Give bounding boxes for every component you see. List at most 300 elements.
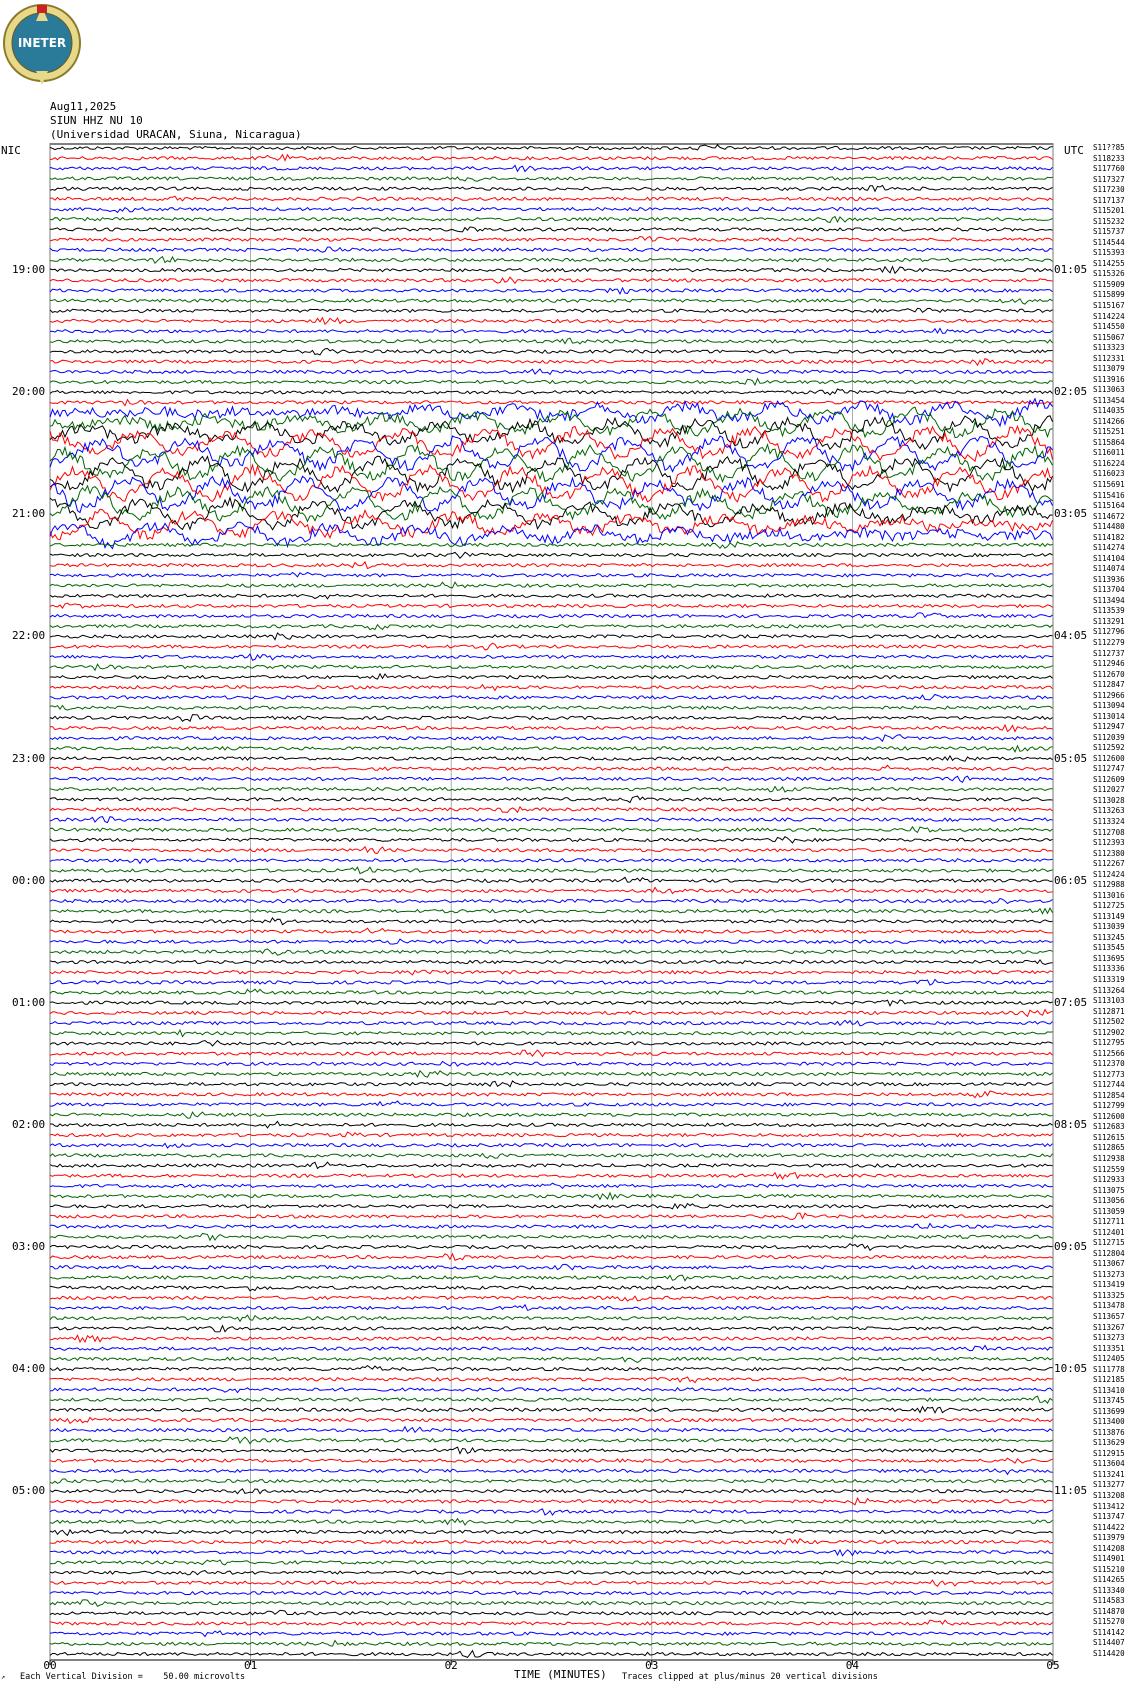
trace-line: [50, 918, 1053, 925]
x-tick-label: 03: [645, 1659, 659, 1672]
trace-count-label: S112039: [1093, 732, 1125, 742]
trace-count-label: S112708: [1093, 827, 1125, 837]
trace-line: [50, 1530, 1053, 1536]
trace-count-label: S114224: [1093, 311, 1125, 321]
trace-count-label: S115201: [1093, 206, 1125, 216]
trace-line: [50, 1519, 1053, 1525]
trace-count-label: S113103: [1093, 996, 1125, 1006]
trace-count-label: S113323: [1093, 343, 1125, 353]
trace-count-label: S113067: [1093, 1259, 1125, 1269]
trace-count-label: S11??85: [1093, 143, 1125, 152]
trace-count-label: S112946: [1093, 659, 1125, 669]
trace-count-label: S112683: [1093, 1122, 1125, 1132]
trace-line: [50, 1651, 1053, 1658]
trace-count-label: S114901: [1093, 1554, 1125, 1564]
trace-count-label: S115167: [1093, 300, 1125, 310]
trace-line: [50, 509, 1053, 540]
trace-line: [50, 613, 1053, 618]
trace-line: [50, 1335, 1053, 1342]
trace-line: [50, 227, 1053, 232]
trace-line: [50, 827, 1053, 833]
trace-line: [50, 552, 1053, 558]
trace-count-label: S113245: [1093, 932, 1125, 942]
trace-line: [50, 1183, 1053, 1188]
trace-count-label: S113149: [1093, 911, 1125, 921]
trace-count-label: S117137: [1093, 195, 1125, 205]
trace-count-label: S113419: [1093, 1280, 1125, 1290]
trace-count-label: S112711: [1093, 1217, 1125, 1227]
trace-count-label: S114142: [1093, 1627, 1125, 1637]
trace-count-label: S117230: [1093, 185, 1125, 195]
trace-line: [50, 582, 1053, 588]
trace-count-label: S113273: [1093, 1269, 1125, 1279]
trace-count-label: S112938: [1093, 1154, 1125, 1164]
trace-count-label: S112600: [1093, 753, 1125, 763]
trace-line: [50, 1264, 1053, 1269]
trace-line: [50, 1081, 1053, 1087]
trace-count-label: S112796: [1093, 627, 1125, 637]
trace-count-label: S112988: [1093, 880, 1125, 890]
trace-count-label: S113340: [1093, 1585, 1125, 1595]
trace-line: [50, 1010, 1053, 1017]
trace-line: [50, 1172, 1053, 1179]
trace-line: [50, 1447, 1053, 1454]
trace-line: [50, 1305, 1053, 1311]
trace-count-label: S113336: [1093, 964, 1125, 974]
trace-line: [50, 389, 1053, 395]
trace-count-label: S112933: [1093, 1175, 1125, 1185]
trace-line: [50, 1204, 1053, 1209]
x-tick-label: 05: [1046, 1659, 1060, 1672]
trace-count-label: S112966: [1093, 690, 1125, 700]
scale-note: Each Vertical Division = 50.00 microvolts: [20, 1672, 246, 1682]
x-tick-label: 00: [43, 1659, 57, 1672]
trace-count-label: S112393: [1093, 838, 1125, 848]
right-hour-label: 10:05: [1054, 1362, 1088, 1376]
trace-count-label: S118233: [1093, 153, 1125, 163]
trace-line: [50, 562, 1053, 569]
trace-count-label: S116011: [1093, 448, 1125, 458]
right-hour-label: 07:05: [1054, 995, 1088, 1009]
trace-count-label: S112744: [1093, 1080, 1125, 1090]
trace-line: [50, 1030, 1053, 1037]
trace-line: [50, 970, 1053, 975]
trace-count-label: S116224: [1093, 458, 1125, 468]
x-tick-label: 02: [444, 1659, 458, 1672]
trace-count-label: S114208: [1093, 1543, 1125, 1553]
trace-count-label: S112401: [1093, 1227, 1125, 1237]
trace-line: [50, 1132, 1053, 1137]
trace-count-label: S115899: [1093, 290, 1125, 300]
trace-count-label: S114870: [1093, 1606, 1125, 1616]
trace-count-label: S113745: [1093, 1396, 1125, 1406]
trace-line: [50, 694, 1053, 699]
trace-count-label: S113351: [1093, 1343, 1125, 1353]
left-hour-label: 22:00: [12, 629, 46, 643]
trace-line: [50, 664, 1053, 670]
trace-count-label: S113695: [1093, 953, 1125, 963]
trace-count-label: S113494: [1093, 595, 1125, 605]
trace-count-label: S117760: [1093, 164, 1125, 174]
trace-count-label: S113699: [1093, 1406, 1125, 1416]
trace-line: [50, 1275, 1053, 1280]
trace-count-label: S113704: [1093, 585, 1125, 595]
trace-line: [50, 1154, 1053, 1159]
trace-count-label: S113412: [1093, 1501, 1125, 1511]
trace-line: [50, 369, 1053, 374]
trace-count-label: S115909: [1093, 279, 1125, 289]
x-tick-label: 04: [845, 1659, 860, 1672]
trace-line: [50, 1550, 1053, 1556]
trace-count-label: S115737: [1093, 227, 1125, 237]
trace-count-label: S114422: [1093, 1522, 1125, 1532]
trace-count-label: S112027: [1093, 785, 1125, 795]
trace-count-label: S112615: [1093, 1132, 1125, 1142]
trace-line: [50, 1469, 1053, 1474]
trace-count-label: S113604: [1093, 1459, 1125, 1469]
trace-line: [50, 625, 1053, 630]
station-label: SIUN HHZ NU 10: [50, 114, 143, 127]
x-axis-label: TIME (MINUTES): [514, 1668, 607, 1681]
trace-count-label: S116023: [1093, 469, 1125, 479]
trace-count-label: S114265: [1093, 1575, 1125, 1585]
left-hour-label: 05:00: [12, 1484, 46, 1498]
trace-count-label: S114104: [1093, 553, 1125, 563]
trace-line: [50, 1071, 1053, 1077]
trace-line: [50, 308, 1053, 312]
trace-count-label: S112947: [1093, 722, 1125, 732]
trace-line: [50, 735, 1053, 742]
trace-line: [50, 1020, 1053, 1026]
trace-count-label: S112854: [1093, 1090, 1125, 1100]
trace-count-label: S113056: [1093, 1196, 1125, 1206]
trace-count-label: S112799: [1093, 1101, 1125, 1111]
trace-line: [50, 299, 1053, 304]
trace-count-label: S112267: [1093, 859, 1125, 869]
trace-count-label: S113936: [1093, 574, 1125, 584]
date-label: Aug11,2025: [50, 100, 117, 113]
trace-count-label: S113264: [1093, 985, 1125, 995]
left-hour-label: 20:00: [12, 385, 46, 399]
trace-count-label: S112592: [1093, 743, 1125, 753]
trace-count-label: S112185: [1093, 1375, 1125, 1385]
trace-line: [50, 185, 1053, 191]
trace-line: [50, 1489, 1053, 1494]
trace-line: [50, 1620, 1053, 1625]
trace-count-label: S113876: [1093, 1427, 1125, 1437]
trace-line: [50, 1600, 1053, 1607]
trace-line: [50, 1121, 1053, 1128]
trace-count-label: S112331: [1093, 353, 1125, 363]
trace-line: [50, 674, 1053, 679]
trace-line: [50, 1591, 1053, 1595]
trace-count-label: S112865: [1093, 1143, 1125, 1153]
trace-count-label: S115416: [1093, 490, 1125, 500]
trace-count-label: S113075: [1093, 1185, 1125, 1195]
trace-count-label: S114480: [1093, 522, 1125, 532]
trace-count-label: S112559: [1093, 1164, 1125, 1174]
trace-count-label: S114074: [1093, 564, 1125, 574]
trace-line: [50, 979, 1053, 985]
trace-line: [50, 837, 1053, 843]
trace-line: [50, 1458, 1053, 1463]
trace-line: [50, 277, 1053, 283]
trace-line: [50, 867, 1053, 873]
trace-count-label: S112600: [1093, 1111, 1125, 1121]
trace-count-label: S113400: [1093, 1417, 1125, 1427]
trace-line: [50, 765, 1053, 770]
right-hour-label: 06:05: [1054, 873, 1088, 887]
trace-count-label: S114544: [1093, 237, 1125, 247]
trace-line: [50, 1388, 1053, 1393]
left-hour-label: 02:00: [12, 1117, 46, 1131]
left-hour-label: 01:00: [12, 995, 46, 1009]
trace-line: [50, 1437, 1053, 1444]
trace-count-label: S114182: [1093, 532, 1125, 542]
right-hour-label: 11:05: [1054, 1484, 1088, 1498]
trace-line: [50, 1224, 1053, 1229]
trace-count-label: S114255: [1093, 258, 1125, 268]
trace-count-label: S113241: [1093, 1469, 1125, 1479]
clip-note: Traces clipped at plus/minus 20 vertical divisions: [622, 1672, 878, 1682]
trace-count-label: S114035: [1093, 406, 1125, 416]
trace-line: [50, 633, 1053, 640]
trace-line: [50, 1286, 1053, 1291]
trace-line: [50, 847, 1053, 854]
trace-line: [50, 436, 1053, 472]
trace-line: [50, 715, 1053, 722]
trace-line: [50, 288, 1053, 294]
trace-count-label: S112737: [1093, 648, 1125, 658]
trace-line: [50, 807, 1053, 813]
trace-line: [50, 1479, 1053, 1483]
trace-line: [50, 928, 1053, 933]
trace-line: [50, 859, 1053, 864]
trace-count-label: S112747: [1093, 764, 1125, 774]
trace-count-label: S113273: [1093, 1333, 1125, 1343]
right-timezone-label: UTC: [1064, 144, 1084, 157]
trace-line: [50, 787, 1053, 793]
trace-line: [50, 1000, 1053, 1006]
trace-line: [50, 1315, 1053, 1321]
trace-count-label: S113263: [1093, 806, 1125, 816]
trace-count-label: S113454: [1093, 395, 1125, 405]
left-hour-label: 03:00: [12, 1239, 46, 1253]
trace-count-label: S114266: [1093, 416, 1125, 426]
trace-line: [50, 1326, 1053, 1332]
trace-line: [50, 776, 1053, 782]
left-hour-label: 04:00: [12, 1362, 46, 1376]
trace-count-label: S111778: [1093, 1364, 1125, 1374]
trace-count-label: S112670: [1093, 669, 1125, 679]
trace-line: [50, 328, 1053, 333]
trace-line: [50, 1112, 1053, 1118]
trace-line: [50, 573, 1053, 578]
trace-line: [50, 1050, 1053, 1056]
trace-line: [50, 1571, 1053, 1575]
trace-line: [50, 654, 1053, 660]
trace-line: [50, 899, 1053, 904]
trace-line: [50, 208, 1053, 213]
trace-line: [50, 1296, 1053, 1301]
trace-count-label: S113059: [1093, 1206, 1125, 1216]
trace-line: [50, 1366, 1053, 1371]
right-hour-label: 08:05: [1054, 1117, 1088, 1131]
trace-line: [50, 247, 1053, 252]
trace-line: [50, 603, 1053, 608]
trace-line: [50, 1162, 1053, 1168]
right-hour-label: 05:05: [1054, 751, 1088, 765]
trace-count-label: S115251: [1093, 427, 1125, 437]
trace-count-label: S112847: [1093, 680, 1125, 690]
trace-line: [50, 145, 1053, 150]
trace-line: [50, 1233, 1053, 1240]
left-hour-label: 19:00: [12, 263, 46, 277]
trace-line: [50, 177, 1053, 181]
trace-line: [50, 1509, 1053, 1515]
left-timezone-label: NIC: [1, 144, 21, 157]
trace-count-label: S112915: [1093, 1448, 1125, 1458]
trace-count-label: S112871: [1093, 1006, 1125, 1016]
trace-line: [50, 155, 1053, 161]
trace-count-label: S113325: [1093, 1290, 1125, 1300]
trace-line: [50, 1377, 1053, 1383]
trace-line: [50, 542, 1053, 548]
trace-count-label: S117327: [1093, 174, 1125, 184]
trace-count-label: S114274: [1093, 543, 1125, 553]
trace-line: [50, 939, 1053, 944]
right-hour-label: 04:05: [1054, 629, 1088, 643]
trace-line: [50, 1560, 1053, 1565]
scale-icon: ↗: [1, 1673, 6, 1681]
trace-line: [50, 1213, 1053, 1219]
trace-line: [50, 1254, 1053, 1260]
trace-line: [50, 1631, 1053, 1637]
trace-line: [50, 725, 1053, 732]
trace-line: [50, 267, 1053, 274]
trace-count-label: S115067: [1093, 332, 1125, 342]
trace-count-label: S113014: [1093, 711, 1125, 721]
trace-line: [50, 426, 1053, 461]
trace-line: [50, 1244, 1053, 1251]
trace-count-label: S113747: [1093, 1512, 1125, 1522]
trace-count-label: S113267: [1093, 1322, 1125, 1332]
trace-line: [50, 877, 1053, 882]
trace-line: [50, 706, 1053, 711]
trace-line: [50, 1357, 1053, 1362]
trace-count-label: S113478: [1093, 1301, 1125, 1311]
trace-count-label: S113916: [1093, 374, 1125, 384]
trace-count-label: S113277: [1093, 1480, 1125, 1490]
trace-line: [50, 196, 1053, 201]
trace-count-label: S112773: [1093, 1069, 1125, 1079]
right-hour-label: 03:05: [1054, 507, 1088, 521]
trace-line: [50, 685, 1053, 691]
trace-count-label: S113094: [1093, 701, 1125, 711]
trace-line: [50, 594, 1053, 599]
trace-line: [50, 359, 1053, 366]
trace-count-label: S113539: [1093, 606, 1125, 616]
trace-line: [50, 643, 1053, 650]
trace-count-label: S112609: [1093, 774, 1125, 784]
trace-line: [50, 237, 1053, 242]
trace-count-label: S113979: [1093, 1533, 1125, 1543]
trace-line: [50, 1193, 1053, 1200]
trace-line: [50, 1396, 1053, 1403]
trace-count-label: S114550: [1093, 322, 1125, 332]
trace-line: [50, 318, 1053, 325]
trace-count-label: S113208: [1093, 1491, 1125, 1501]
trace-count-label: S115393: [1093, 248, 1125, 258]
trace-count-label: S115232: [1093, 216, 1125, 226]
trace-count-label: S113319: [1093, 974, 1125, 984]
trace-count-label: S113079: [1093, 364, 1125, 374]
left-hour-label: 00:00: [12, 873, 46, 887]
trace-count-label: S113063: [1093, 385, 1125, 395]
trace-count-label: S114407: [1093, 1638, 1125, 1648]
trace-line: [50, 257, 1053, 264]
trace-line: [50, 465, 1053, 502]
trace-count-label: S112804: [1093, 1248, 1125, 1258]
trace-line: [50, 1407, 1053, 1413]
location-label: (Universidad URACAN, Siuna, Nicaragua): [50, 128, 302, 141]
trace-count-label: S115164: [1093, 501, 1125, 511]
trace-count-label: S112715: [1093, 1238, 1125, 1248]
trace-count-label: S113657: [1093, 1311, 1125, 1321]
trace-count-label: S115864: [1093, 437, 1125, 447]
trace-line: [50, 217, 1053, 223]
trace-count-label: S112405: [1093, 1354, 1125, 1364]
trace-line: [50, 949, 1053, 955]
trace-line: [50, 1498, 1053, 1505]
trace-line: [50, 960, 1053, 965]
trace-count-label: S115210: [1093, 1564, 1125, 1574]
trace-line: [50, 400, 1053, 406]
right-hour-label: 09:05: [1054, 1239, 1088, 1253]
trace-line: [50, 1346, 1053, 1351]
trace-count-label: S113410: [1093, 1385, 1125, 1395]
trace-line: [50, 817, 1053, 823]
trace-count-label: S114420: [1093, 1649, 1125, 1658]
trace-count-label: S112902: [1093, 1027, 1125, 1037]
trace-count-label: S113039: [1093, 922, 1125, 932]
right-hour-label: 02:05: [1054, 385, 1088, 399]
trace-line: [50, 338, 1053, 344]
trace-count-label: S112725: [1093, 901, 1125, 911]
trace-line: [50, 379, 1053, 385]
trace-count-label: S115691: [1093, 480, 1125, 489]
trace-count-label: S114672: [1093, 511, 1125, 521]
trace-count-label: S113016: [1093, 890, 1125, 900]
trace-count-label: S112566: [1093, 1048, 1125, 1058]
trace-count-label: S113545: [1093, 943, 1125, 953]
trace-line: [50, 1101, 1053, 1106]
trace-line: [50, 746, 1053, 752]
x-tick-label: 01: [243, 1659, 258, 1672]
trace-line: [50, 1610, 1053, 1615]
right-hour-label: 01:05: [1054, 263, 1088, 277]
trace-line: [50, 887, 1053, 893]
trace-count-label: S115326: [1093, 269, 1125, 279]
trace-line: [50, 1641, 1053, 1647]
trace-count-label: S113629: [1093, 1438, 1125, 1448]
trace-line: [50, 1418, 1053, 1424]
trace-line: [50, 908, 1053, 914]
trace-count-label: S112380: [1093, 848, 1125, 858]
logo-text: INETER: [17, 36, 67, 50]
trace-line: [50, 1427, 1053, 1433]
trace-line: [50, 1061, 1053, 1066]
